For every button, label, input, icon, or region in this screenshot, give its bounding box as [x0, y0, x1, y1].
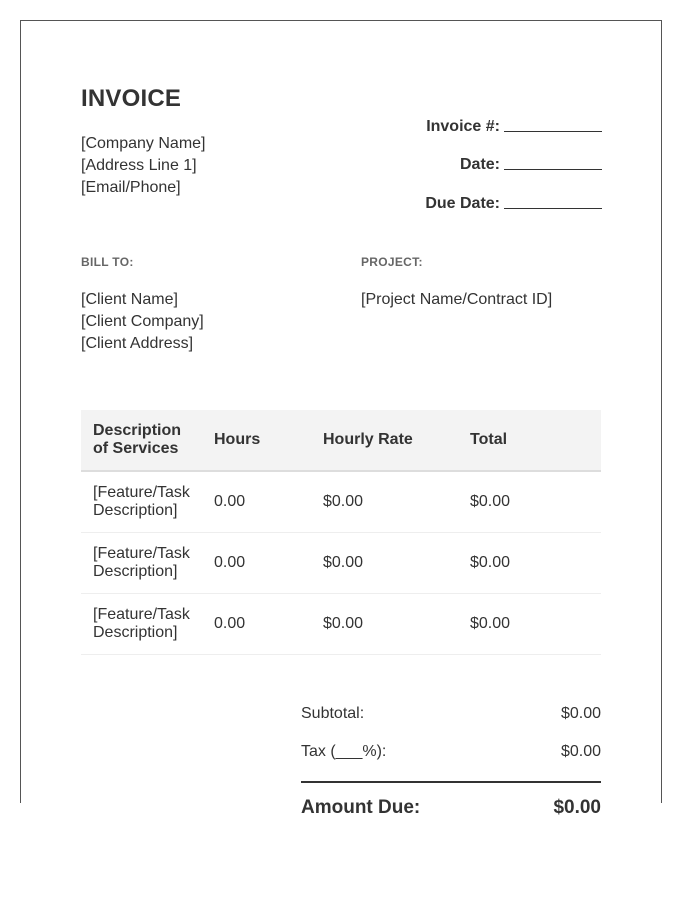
invoice-page [20, 20, 662, 818]
project-label: PROJECT: [361, 255, 423, 269]
row-total: $0.00 [458, 471, 601, 533]
company-contact: [Email/Phone] [81, 179, 181, 196]
date-blank [504, 168, 602, 170]
table-row [81, 594, 601, 655]
subtotal-label: Subtotal: [301, 705, 365, 722]
invoice-number-blank [504, 130, 602, 132]
client-name: [Client Name] [81, 291, 178, 308]
tax-value: $0.00 [560, 743, 601, 760]
tax-row [301, 733, 601, 771]
row-description: [Feature/Task Description] [81, 471, 202, 533]
invoice-number-label: Invoice #: [426, 117, 500, 135]
project-name: [Project Name/Contract ID] [361, 291, 553, 308]
totals-section [301, 695, 601, 819]
row-total: $0.00 [458, 533, 601, 594]
subtotal-value: $0.00 [560, 705, 601, 722]
header-hours: Hours [202, 410, 311, 471]
due-date-label: Due Date: [425, 194, 500, 212]
amount-due-row [301, 797, 601, 819]
date-row [282, 136, 602, 175]
due-date-blank [504, 207, 602, 209]
row-hours: 0.00 [202, 533, 311, 594]
row-hours: 0.00 [202, 594, 311, 655]
client-company: [Client Company] [81, 313, 204, 330]
row-description: [Feature/Task Description] [81, 594, 202, 655]
tax-label: Tax (___%): [301, 743, 387, 760]
client-address: [Client Address] [81, 335, 194, 352]
row-hours: 0.00 [202, 471, 311, 533]
amount-due-label: Amount Due: [301, 797, 421, 818]
company-info [81, 133, 206, 199]
table-row [81, 533, 601, 594]
client-info [81, 289, 204, 355]
services-table [81, 410, 601, 655]
project-info [361, 289, 552, 311]
bill-to-label: BILL TO: [81, 255, 134, 269]
invoice-title: INVOICE [81, 85, 182, 112]
table-header-row [81, 410, 601, 471]
row-rate: $0.00 [311, 533, 458, 594]
date-label: Date: [459, 156, 500, 173]
due-date-row [282, 174, 602, 213]
table-row [81, 471, 601, 533]
totals-divider [301, 781, 601, 783]
amount-due-value: $0.00 [553, 797, 601, 818]
header-hourly-rate: Hourly Rate [311, 410, 458, 471]
company-address: [Address Line 1] [81, 157, 197, 174]
invoice-meta [282, 97, 602, 213]
company-name: [Company Name] [81, 135, 206, 152]
row-total: $0.00 [458, 594, 601, 655]
invoice-number-row [282, 97, 602, 136]
header-description: Description of Services [81, 410, 202, 471]
row-rate: $0.00 [311, 594, 458, 655]
row-description: [Feature/Task Description] [81, 533, 202, 594]
subtotal-row [301, 695, 601, 733]
header-total: Total [458, 410, 601, 471]
row-rate: $0.00 [311, 471, 458, 533]
